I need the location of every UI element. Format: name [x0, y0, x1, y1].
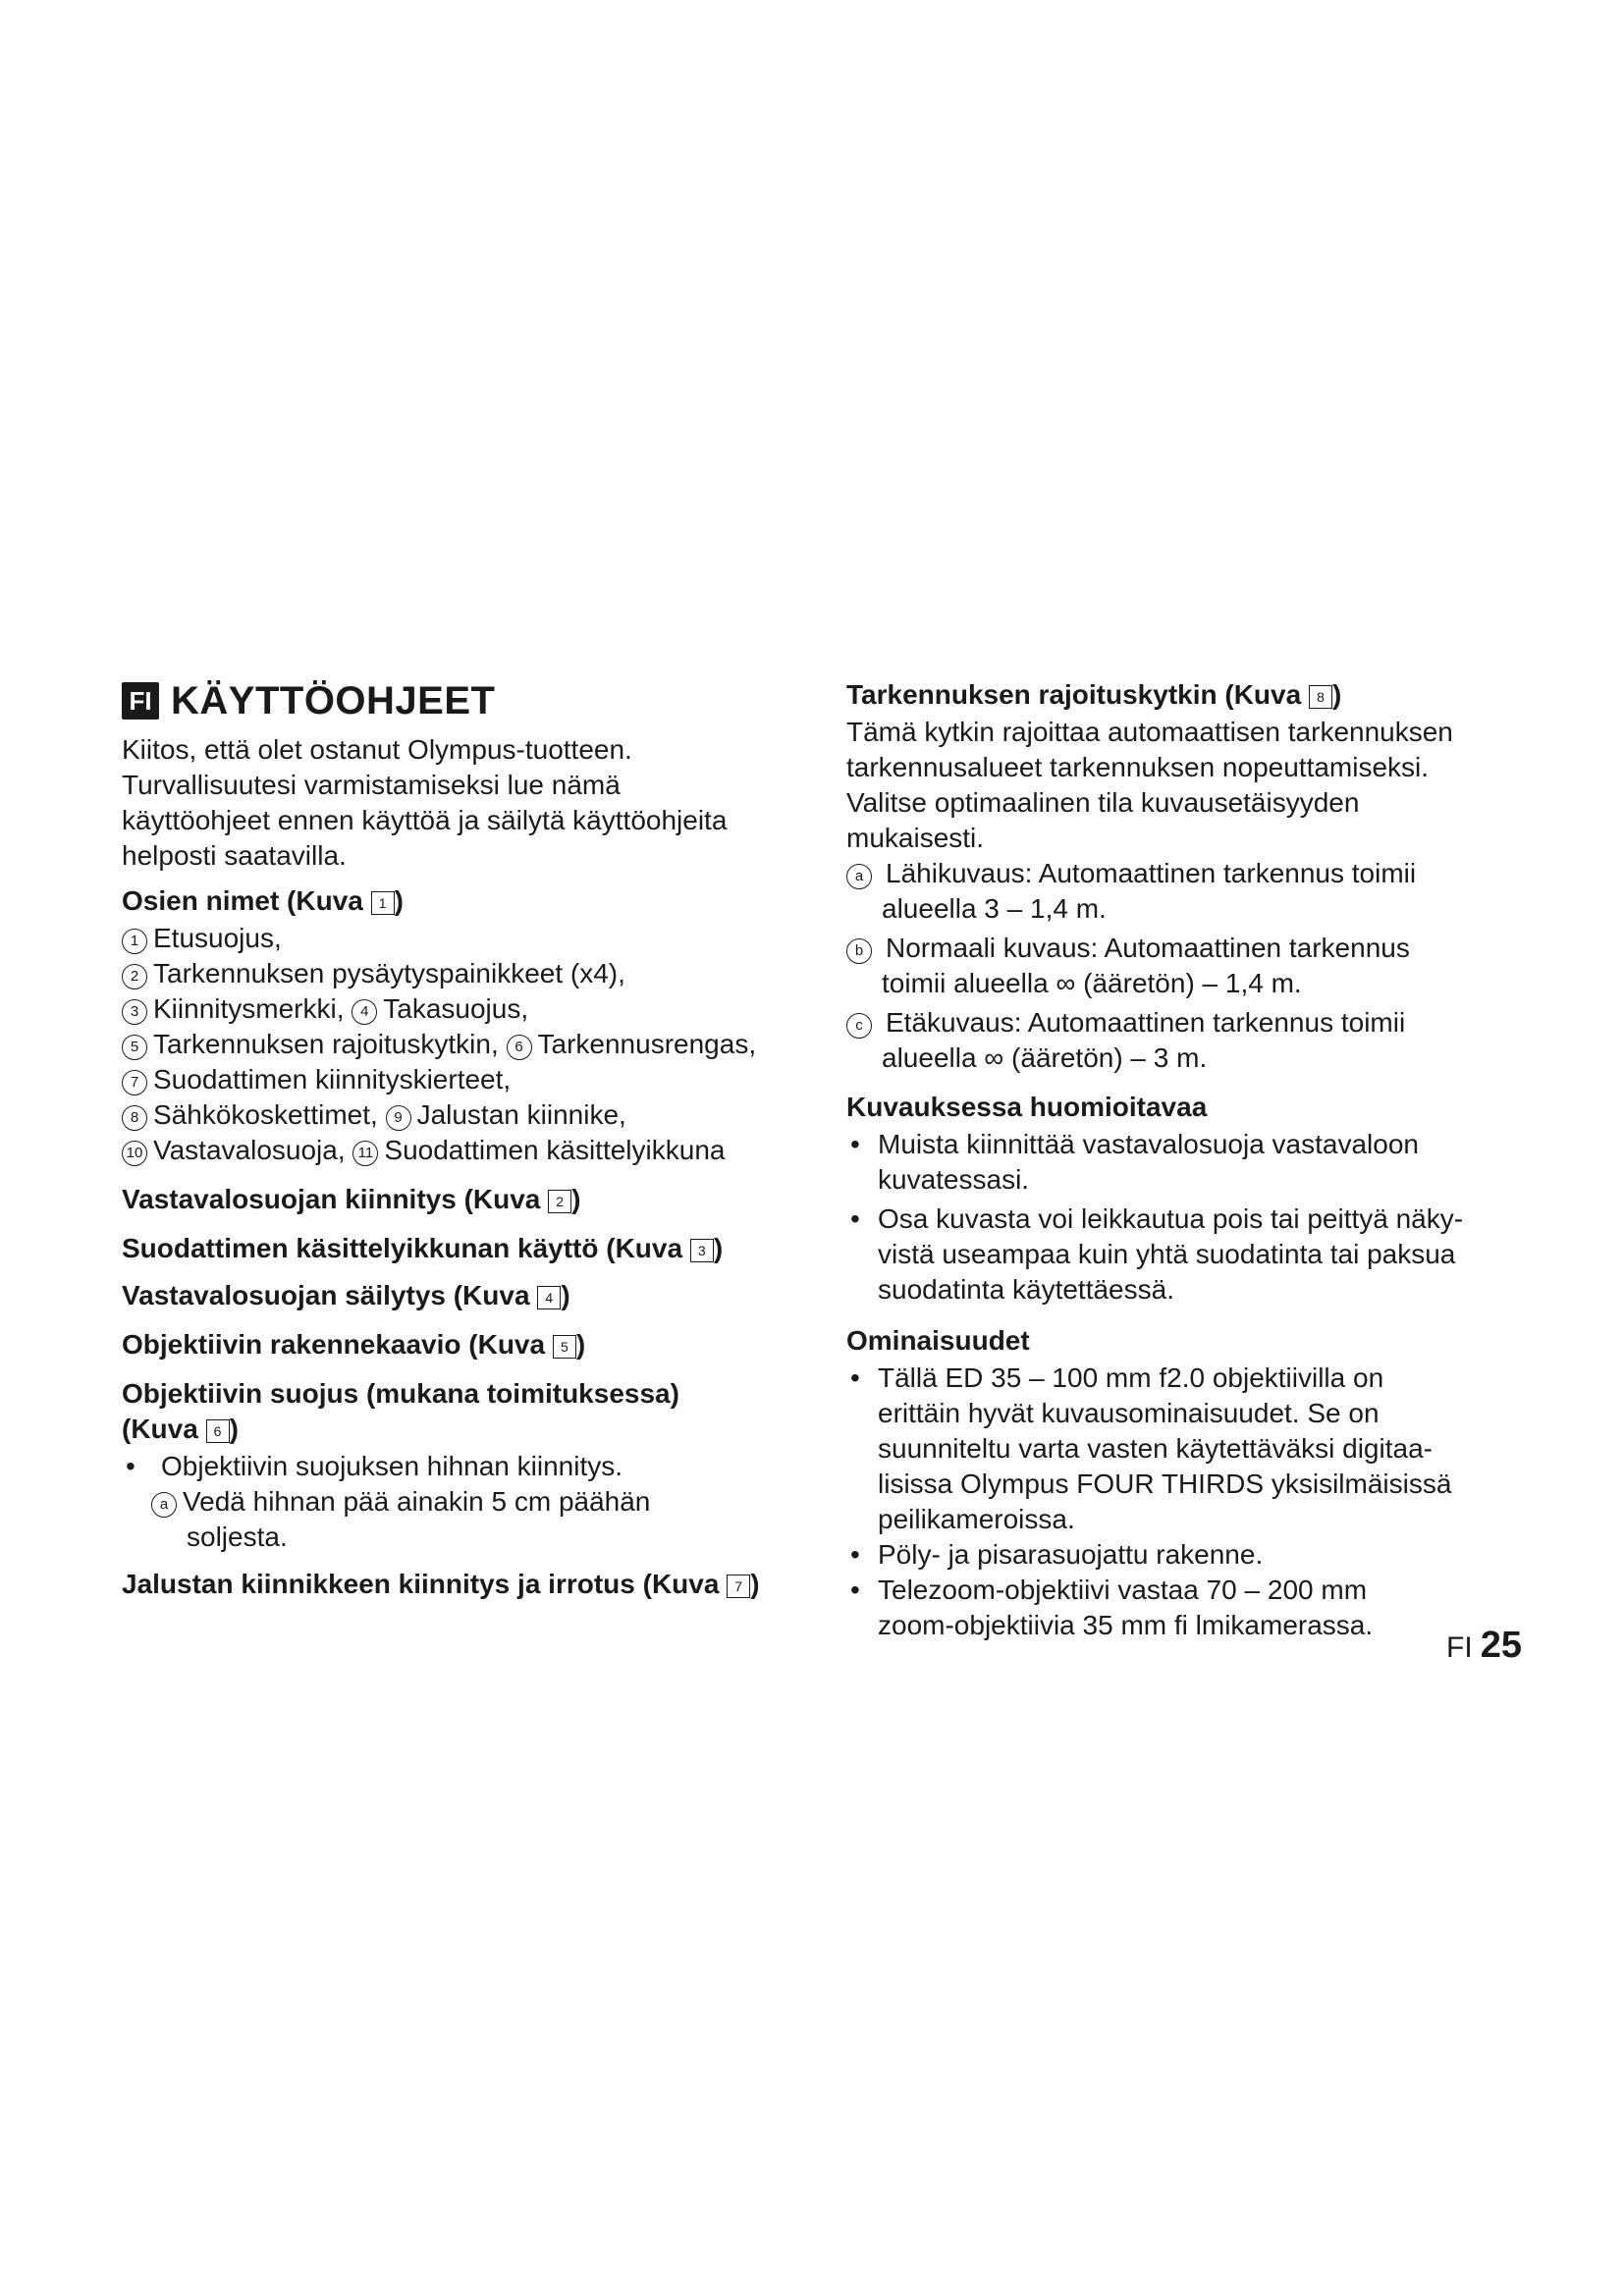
part-name: Tarkennuksen pysäytyspainikkeet (x4), — [153, 958, 625, 988]
part-name: Kiinnitysmerkki, — [153, 993, 352, 1024]
heading-text: (Kuva — [122, 1414, 206, 1444]
number-marker: 8 — [122, 1105, 147, 1131]
heading-close: ) — [561, 1280, 570, 1310]
intro-line: käyttöohjeet ennen käyttöä ja säilytä käyttöohjeita — [122, 805, 728, 835]
page-number — [1446, 1625, 1522, 1667]
number-marker: 6 — [507, 1035, 532, 1060]
figure-ref: 4 — [537, 1286, 561, 1309]
item-text: alueella ∞ (ääretön) – 3 m. — [882, 1042, 1208, 1073]
title-text: KÄYTTÖOHJEET — [171, 678, 496, 722]
heading-text: Tarkennuksen rajoituskytkin (Kuva — [846, 679, 1309, 710]
heading-close: ) — [571, 1184, 581, 1214]
features-bullet — [846, 1573, 1524, 1643]
heading-text: Jalustan kiinnikkeen kiinnitys ja irrotus (Kuva — [122, 1569, 728, 1599]
number-marker: 1 — [122, 929, 147, 954]
figure-ref: 1 — [371, 891, 395, 915]
letter-marker: a — [151, 1492, 177, 1518]
parts-line — [122, 1097, 799, 1133]
cover-sub-item — [122, 1484, 799, 1555]
bullet-text: Pöly- ja pisarasuojattu rakenne. — [878, 1539, 1264, 1570]
item-text: Etäkuvaus: Automaattinen tarkennus toimii — [886, 1007, 1406, 1038]
body-line: Valitse optimaalinen tila kuvausetäisyyden — [846, 787, 1360, 818]
notes-bullet — [846, 1127, 1524, 1198]
language-badge: FI — [122, 682, 159, 720]
lens-cover-heading-line2 — [122, 1412, 799, 1447]
notes-heading: Kuvauksessa huomioitavaa — [846, 1092, 1208, 1122]
number-marker: 11 — [352, 1141, 378, 1166]
number-marker: 7 — [122, 1070, 147, 1095]
part-name: Suodattimen kiinnityskierteet, — [153, 1064, 512, 1095]
heading-close: ) — [229, 1414, 239, 1444]
page-language: FI — [1446, 1631, 1473, 1664]
heading-close: ) — [750, 1569, 760, 1599]
part-name: Etusuojus, — [153, 923, 282, 953]
left-column — [122, 677, 799, 1604]
limit-body — [846, 715, 1524, 856]
bullet-text: kuvatessasi. — [878, 1164, 1030, 1195]
intro-line: Kiitos, että olet ostanut Olympus-tuotteen. — [122, 734, 632, 765]
parts-list — [122, 921, 799, 1168]
heading-close: ) — [575, 1329, 586, 1360]
number-marker: 4 — [352, 999, 377, 1025]
bullet-text: suunniteltu varta vasten käytettäväksi digitaa- — [878, 1433, 1433, 1464]
hood-attach-heading — [122, 1182, 799, 1217]
number-marker: 2 — [122, 964, 147, 989]
bullet-text: peilikameroissa. — [878, 1504, 1075, 1534]
part-name: Suodattimen käsittelyikkuna — [384, 1135, 726, 1165]
sub-text: soljesta. — [187, 1522, 288, 1552]
bullet-text: suodatinta käytettäessä. — [878, 1274, 1174, 1305]
bullet-text: Osa kuvasta voi leikkautua pois tai peittyä näky- — [878, 1203, 1464, 1234]
part-name: Tarkennusrengas, — [537, 1029, 757, 1059]
page-title — [122, 677, 799, 724]
bullet-text: Objektiivin suojuksen hihnan kiinnitys. — [161, 1451, 623, 1481]
figure-ref: 5 — [553, 1335, 576, 1359]
notes-bullet — [846, 1201, 1524, 1308]
limit-item — [846, 856, 1524, 927]
intro-line: Turvallisuutesi varmistamiseksi lue nämä — [122, 770, 621, 800]
part-name: Jalustan kiinnike, — [416, 1099, 626, 1130]
heading-text: Objektiivin rakennekaavio (Kuva — [122, 1329, 553, 1360]
body-line: Tämä kytkin rajoittaa automaattisen tarkennuksen — [846, 717, 1453, 747]
lens-diagram-heading — [122, 1327, 799, 1362]
number-marker: 10 — [122, 1141, 147, 1166]
bullet-text: Muista kiinnittää vastavalosuoja vastavaloon — [878, 1129, 1419, 1159]
limit-item — [846, 931, 1524, 1001]
cover-bullet — [122, 1449, 799, 1484]
heading-text: Suodattimen käsittelyikkunan käyttö (Kuva — [122, 1233, 690, 1263]
heading-close: ) — [1331, 679, 1342, 710]
letter-marker: b — [846, 938, 872, 964]
figure-ref: 8 — [1309, 685, 1332, 709]
body-line: mukaisesti. — [846, 823, 985, 853]
right-column — [846, 677, 1524, 1643]
limit-item — [846, 1005, 1524, 1076]
intro-line: helposti saatavilla. — [122, 840, 347, 871]
bullet-text: erittäin hyvät kuvausominaisuudet. Se on — [878, 1398, 1380, 1428]
bullet-text: zoom-objektiivia 35 mm fi lmikamerassa. — [878, 1610, 1374, 1640]
part-name: Sähkökoskettimet, — [153, 1099, 386, 1130]
filter-window-heading — [122, 1231, 799, 1266]
number-marker: 9 — [386, 1105, 411, 1131]
heading-text: Objektiivin suojus (mukana toimituksessa) — [122, 1378, 679, 1409]
intro-paragraph — [122, 732, 799, 874]
part-name: Takasuojus, — [383, 993, 529, 1024]
part-name: Vastavalosuoja, — [153, 1135, 353, 1165]
figure-ref: 7 — [727, 1575, 750, 1598]
parts-line — [122, 921, 799, 956]
figure-ref: 6 — [206, 1419, 230, 1443]
features-heading: Ominaisuudet — [846, 1325, 1030, 1356]
item-text: alueella 3 – 1,4 m. — [882, 893, 1107, 924]
parts-line — [122, 956, 799, 991]
limit-switch-heading — [846, 677, 1524, 713]
letter-marker: a — [846, 864, 872, 889]
bullet-text: vistä useampaa kuin yhtä suodatinta tai paksua — [878, 1239, 1456, 1269]
parts-line — [122, 991, 799, 1027]
parts-line — [122, 1027, 799, 1062]
part-name: Tarkennuksen rajoituskytkin, — [153, 1029, 507, 1059]
number-marker: 3 — [122, 999, 147, 1025]
heading-text: Vastavalosuojan kiinnitys (Kuva — [122, 1184, 549, 1214]
heading-close: ) — [713, 1233, 724, 1263]
figure-ref: 2 — [548, 1190, 571, 1213]
bullet-text: lisissa Olympus FOUR THIRDS yksisilmäisissä — [878, 1468, 1452, 1499]
parts-heading-text: Osien nimet (Kuva — [122, 885, 371, 916]
bullet-text: Telezoom-objektiivi vastaa 70 – 200 mm — [878, 1575, 1368, 1605]
item-text: toimii alueella ∞ (ääretön) – 1,4 m. — [882, 968, 1302, 998]
features-bullet — [846, 1537, 1524, 1573]
parts-heading-close: ) — [394, 885, 404, 916]
letter-marker: c — [846, 1013, 872, 1039]
parts-heading — [122, 883, 799, 919]
number-marker: 5 — [122, 1035, 147, 1060]
heading-text: Vastavalosuojan säilytys (Kuva — [122, 1280, 538, 1310]
figure-ref: 3 — [690, 1239, 714, 1262]
page-number-value: 25 — [1480, 1625, 1522, 1666]
sub-text: Vedä hihnan pää ainakin 5 cm päähän — [183, 1486, 651, 1517]
lens-cover-heading — [122, 1376, 799, 1412]
hood-storage-heading — [122, 1278, 799, 1313]
bullet-text: Tällä ED 35 – 100 mm f2.0 objektiivilla on — [878, 1362, 1384, 1393]
body-line: tarkennusalueet tarkennuksen nopeuttamiseksi. — [846, 752, 1430, 782]
tripod-heading — [122, 1567, 799, 1602]
item-text: Normaali kuvaus: Automaattinen tarkennus — [886, 933, 1410, 963]
item-text: Lähikuvaus: Automaattinen tarkennus toimii — [886, 858, 1417, 888]
features-bullet — [846, 1361, 1524, 1537]
parts-line — [122, 1062, 799, 1097]
parts-line — [122, 1133, 799, 1168]
